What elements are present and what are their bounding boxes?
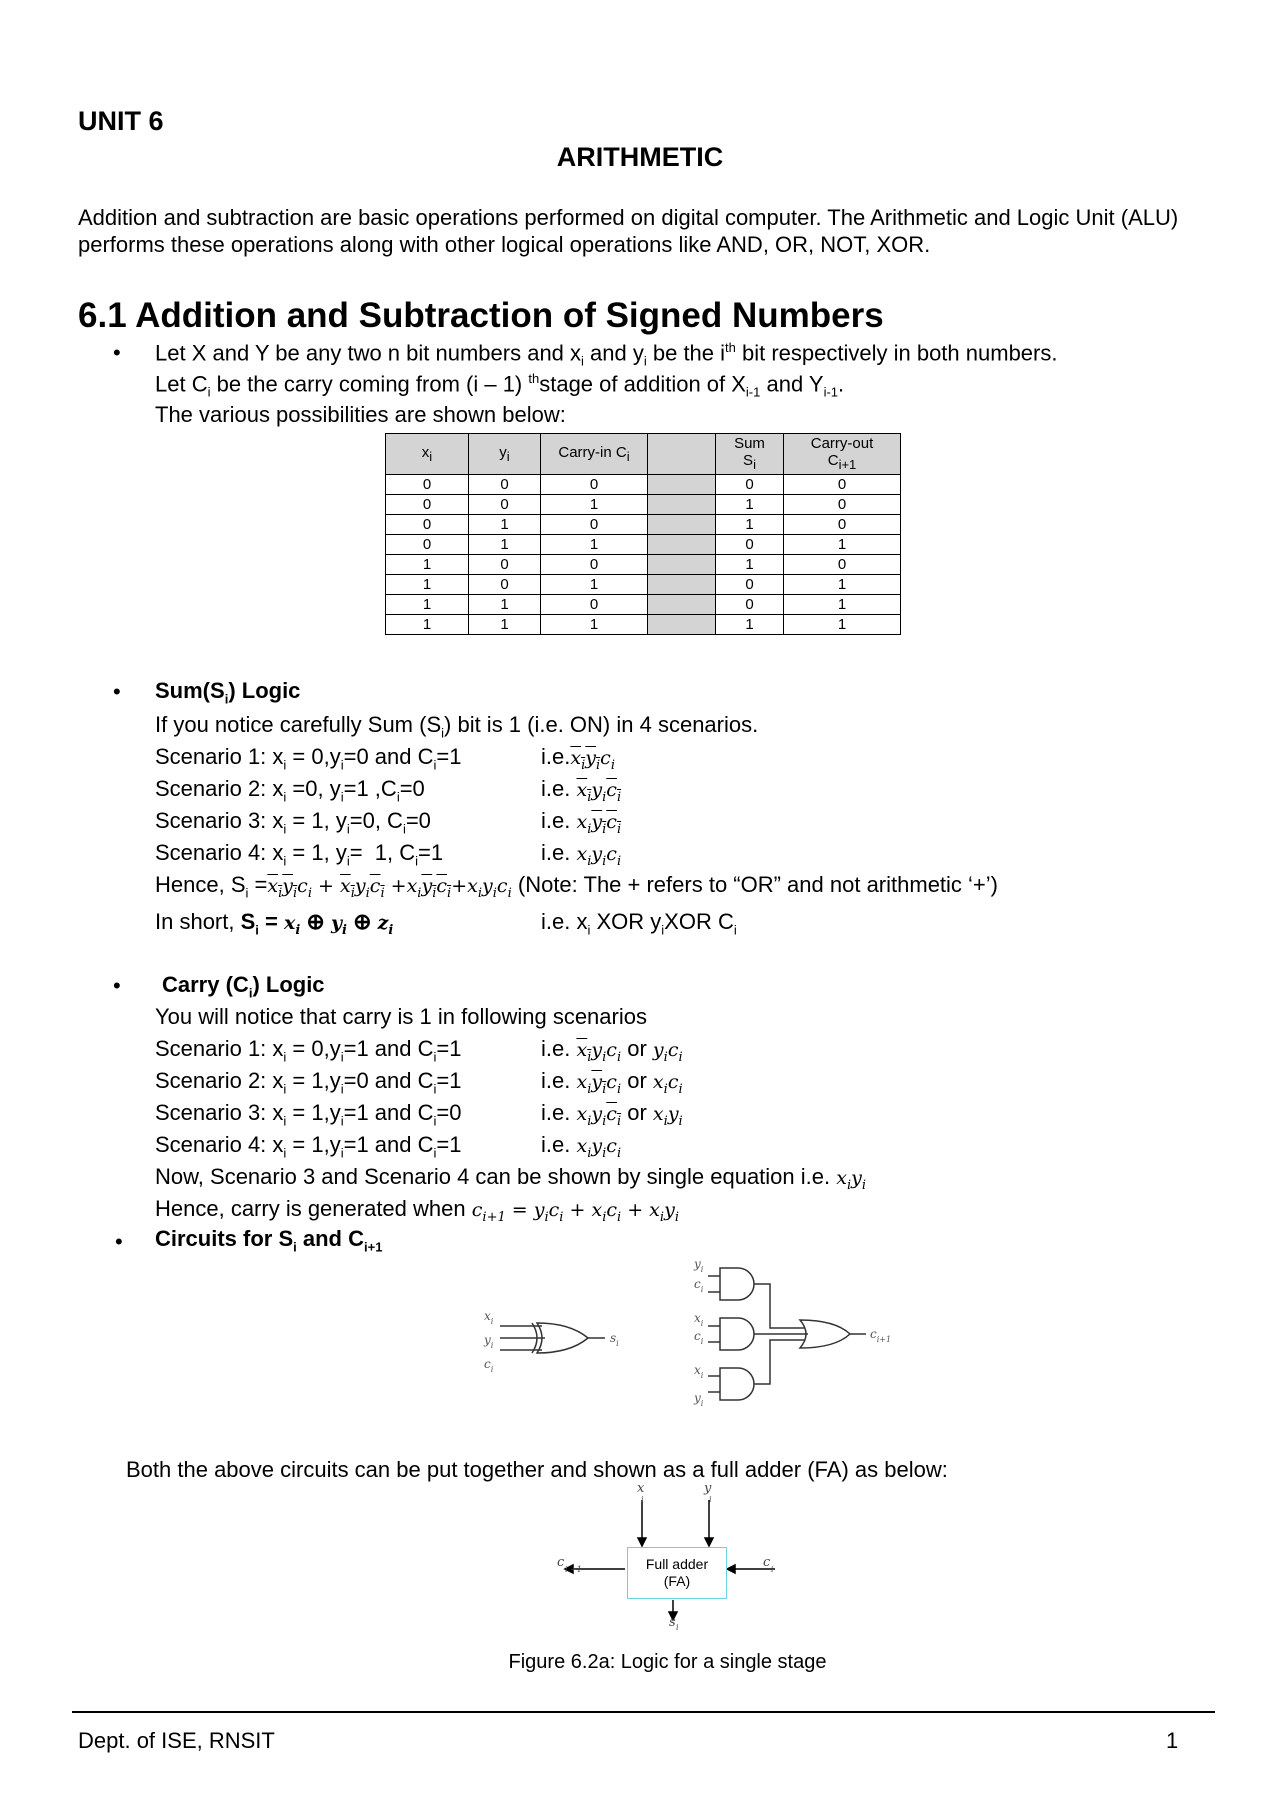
page-title: ARITHMETIC — [556, 142, 724, 172]
carry-label-out: $c_{i+1}$ — [870, 1327, 892, 1344]
sum-short: In short, $S_i = x_i$ ⊕ $y_i$ ⊕ $z_i$ — [155, 909, 394, 938]
table-row — [386, 535, 901, 555]
and-gates — [708, 1268, 866, 1400]
table-cell: 0 — [784, 495, 901, 515]
sum-scenario-4-expr: i.e. $x_iy_ic_i$ — [541, 840, 622, 869]
table-cell: 1 — [386, 595, 469, 615]
bullet1-line3: The various possibilities are shown below: — [155, 402, 566, 427]
table-cell: 0 — [784, 475, 901, 495]
xor-label-s: $s_i$ — [610, 1331, 619, 1348]
table-gap-cell — [648, 495, 716, 515]
table-cell: 1 — [541, 495, 648, 515]
table-cell: 0 — [541, 595, 648, 615]
table-cell: 1 — [716, 615, 784, 635]
footer-rule — [72, 1711, 1215, 1713]
table-cell: 0 — [469, 495, 541, 515]
table-gap-cell — [648, 535, 716, 555]
sum-logic-intro: If you notice carefully Sum $(S_i)$ bit is 1 (i.e. ON) in 4 scenarios. — [155, 712, 759, 741]
table-cell: 1 — [716, 515, 784, 535]
bullet-dot: • — [115, 1229, 123, 1254]
header-xi: $x_i$ — [386, 434, 469, 475]
truth-table — [385, 433, 901, 635]
table-cell: 0 — [716, 595, 784, 615]
carry-label-c2: $c_i$ — [694, 1329, 704, 1346]
fa-input-y: y — [704, 1481, 712, 1496]
table-cell: 1 — [541, 575, 648, 595]
table-row — [386, 595, 901, 615]
table-row — [386, 555, 901, 575]
table-row — [386, 475, 901, 495]
sum-scenario-1: Scenario 1: $x_i = 0,y_i=0$ and $C_i=1$ — [155, 744, 462, 773]
carry-label-y3: $y_i$ — [694, 1391, 704, 1408]
bullet1-line2: Let $C_i$ be the carry coming from (i – 1) $^{th}$stage of addition of $X_{i-1}$ and $Y_{i-1}$. — [155, 371, 845, 400]
svg-text:i: i — [771, 1565, 774, 1574]
carry-scenario-1: Scenario 1: $x_i = 0,y_i=1$ and $C_i=1$ — [155, 1036, 462, 1065]
table-cell: 1 — [784, 535, 901, 555]
fa-input-x: x — [637, 1481, 645, 1496]
sum-carry-circuit-diagram — [470, 1258, 910, 1418]
header-yi: $y_i$ — [469, 434, 541, 475]
bullet-dot: • — [113, 973, 121, 998]
sum-scenario-2: Scenario 2: $x_i =0$, $y_i=1$ $,C_i=0$ — [155, 776, 425, 805]
fa-carry-in: c — [763, 1555, 771, 1570]
carry-label-y1: $y_i$ — [694, 1258, 704, 1274]
table-cell: 0 — [541, 555, 648, 575]
header-gap — [648, 434, 716, 475]
carry-scenario-1-expr: i.e. $x_iy_ic_i$ or $y_ic_i$ — [541, 1036, 683, 1065]
table-cell: 0 — [469, 555, 541, 575]
header-carry-out: Carry-out $C_{i+1}$ — [784, 434, 901, 475]
table-cell: 0 — [716, 535, 784, 555]
table-cell: 1 — [716, 555, 784, 575]
table-cell: 0 — [784, 515, 901, 535]
fa-box-line2: (FA) — [663, 1573, 691, 1589]
carry-scenario-4: Scenario 4: $x_i = 1,y_i=1$ and $C_i=1$ — [155, 1132, 462, 1161]
truth-table-header — [386, 434, 901, 475]
table-row — [386, 515, 901, 535]
header-carry-in: Carry-in $C_i$ — [541, 434, 648, 475]
svg-text:i: i — [709, 1495, 712, 1504]
section-heading: 6.1 Addition and Subtraction of Signed Numbers — [78, 296, 884, 335]
sum-equation: Hence, $S_i =x_iy_ic_i + x_iy_ic_i +x_iy_ic_i+x_iy_ic_i$ (Note: The + refers to “OR” and not arithmetic ‘+’) — [155, 872, 998, 901]
table-cell: 1 — [469, 535, 541, 555]
xor-label-y: $y_i$ — [484, 1333, 494, 1350]
sum-scenario-4: Scenario 4: $x_i = 1$, $y_i= 1$, $C_i=1$ — [155, 840, 444, 869]
table-cell: 1 — [784, 575, 901, 595]
intro-paragraph: Addition and subtraction are basic operations performed on digital computer. The Arithmetic and Logic Unit (ALU) performs these operations along with other logical operations like AND, OR, NOT, XOR. — [78, 205, 1179, 257]
table-cell: 0 — [716, 475, 784, 495]
svg-text:i: i — [676, 1623, 679, 1630]
carry-label-x2: $x_i$ — [694, 1311, 704, 1328]
carry-single-eq: Now, Scenario 3 and Scenario 4 can be shown by single equation i.e. $x_iy_i$ — [155, 1164, 867, 1193]
table-cell: 1 — [469, 595, 541, 615]
fa-box-line1: Full adder — [645, 1556, 709, 1572]
table-cell: 1 — [541, 615, 648, 635]
carry-label-x3: $x_i$ — [694, 1363, 704, 1380]
table-cell: 0 — [716, 575, 784, 595]
svg-text:i: i — [641, 1495, 644, 1504]
table-cell: 1 — [716, 495, 784, 515]
table-gap-cell — [648, 515, 716, 535]
table-cell: 1 — [386, 555, 469, 575]
sum-scenario-1-expr: $i.e.x_iy_ic_i$ — [541, 744, 615, 773]
xor-gate — [500, 1323, 605, 1353]
table-cell: 0 — [469, 575, 541, 595]
table-cell: 0 — [541, 475, 648, 495]
table-gap-cell — [648, 615, 716, 635]
sum-scenario-3-expr: i.e. $x_iy_ic_i$ — [541, 808, 622, 837]
bullet-dot: • — [113, 679, 121, 704]
fa-carry-out: c — [557, 1555, 565, 1570]
table-gap-cell — [648, 555, 716, 575]
table-cell: 0 — [386, 515, 469, 535]
sum-logic-heading: $Sum(S_i)$ Logic — [155, 678, 301, 707]
sum-scenario-3: Scenario 3: $x_i = 1$, $y_i=0$, $C_i=0$ — [155, 808, 431, 837]
table-gap-cell — [648, 475, 716, 495]
fa-sum-out: s — [669, 1615, 676, 1630]
table-cell: 0 — [386, 495, 469, 515]
table-gap-cell — [648, 595, 716, 615]
table-gap-cell — [648, 575, 716, 595]
table-cell: 1 — [469, 515, 541, 535]
table-cell: 1 — [541, 535, 648, 555]
header-sum: Sum $S_i$ — [716, 434, 784, 475]
carry-scenario-2-expr: i.e. $x_iy_ic_i$ or $x_ic_i$ — [541, 1068, 683, 1097]
sum-short-xor: i.e. $x_i$ XOR $y_iXOR$ $C_i$ — [541, 909, 737, 938]
page-number: 1 — [1166, 1728, 1179, 1753]
carry-scenario-4-expr: i.e. $x_iy_ic_i$ — [541, 1132, 622, 1161]
table-row — [386, 575, 901, 595]
carry-scenario-2: Scenario 2: $x_i = 1,y_i=0$ and $C_i=1$ — [155, 1068, 462, 1097]
unit-label: UNIT 6 — [78, 106, 164, 136]
carry-generated: Hence, carry is generated when $c_{i+1} = y_ic_i + x_ic_i + x_iy_i$ — [155, 1196, 679, 1225]
full-adder-box — [627, 1547, 727, 1599]
table-cell: 0 — [469, 475, 541, 495]
bullet1-line1: Let X and Y be any two n bit numbers and $x_i$ and $y_i$ be the $i^{th}$ bit respectively in both numbers. — [155, 340, 1058, 369]
table-cell: 1 — [469, 615, 541, 635]
table-cell: 1 — [784, 615, 901, 635]
sum-scenario-2-expr: i.e. $x_iy_ic_i$ — [541, 776, 622, 805]
table-cell: 0 — [386, 475, 469, 495]
table-cell: 0 — [784, 555, 901, 575]
table-cell: 1 — [784, 595, 901, 615]
carry-scenario-3-expr: i.e. $x_iy_ic_i$ or $x_iy_i$ — [541, 1100, 683, 1129]
table-row — [386, 495, 901, 515]
circuits-heading: Circuits for $S_i$ and $C_{i+1}$ — [155, 1226, 383, 1255]
xor-label-x: $x_i$ — [484, 1309, 494, 1326]
carry-label-c1: $c_i$ — [694, 1277, 704, 1294]
carry-logic-intro: You will notice that carry is 1 in following scenarios — [155, 1004, 647, 1029]
carry-logic-heading: Carry $(C_i)$ Logic — [162, 972, 325, 1001]
svg-text:i +1: i +1 — [565, 1565, 582, 1574]
footer-dept: Dept. of ISE, RNSIT — [78, 1728, 275, 1753]
table-cell: 0 — [386, 535, 469, 555]
full-adder-lead: Both the above circuits can be put together and shown as a full adder (FA) as below: — [126, 1457, 948, 1482]
figure-caption: Figure 6.2a: Logic for a single stage — [508, 1651, 827, 1673]
table-cell: 1 — [386, 615, 469, 635]
bullet-dot: • — [113, 340, 121, 365]
xor-label-c: $c_i$ — [484, 1357, 494, 1374]
table-cell: 0 — [541, 515, 648, 535]
table-row — [386, 615, 901, 635]
table-cell: 1 — [386, 575, 469, 595]
carry-scenario-3: Scenario 3: $x_i = 1,y_i=1$ and $C_i=0$ — [155, 1100, 462, 1129]
